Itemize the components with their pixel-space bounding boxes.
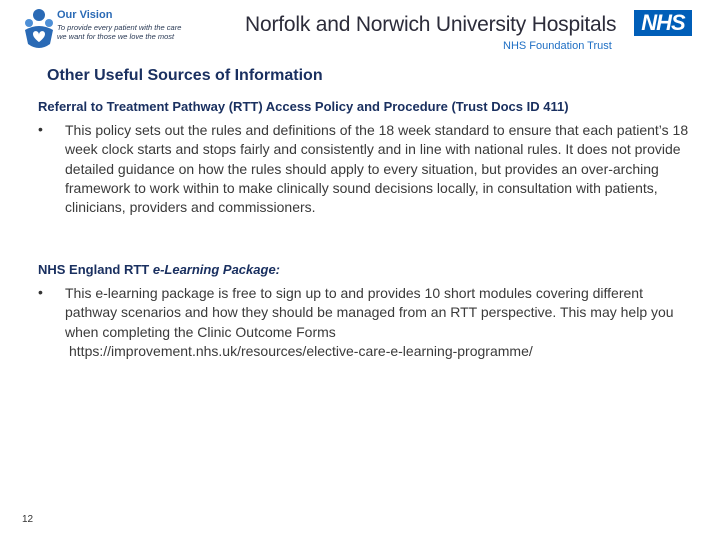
elearning-link[interactable]: https://improvement.nhs.uk/resources/elective-care-e-learning-programme/ <box>69 342 533 359</box>
vision-title: Our Vision <box>57 9 113 21</box>
elearning-text: This e-learning package is free to sign up to and provides 10 short modules covering different pathway scenarios and how they should be managed from an RTT perspective. This may help you when completing the Clinic Outcome Forms <box>65 285 674 340</box>
people-heart-icon <box>22 8 56 52</box>
page-title: Other Useful Sources of Information <box>47 67 323 84</box>
page-number: 12 <box>22 514 34 525</box>
trust-name: NHS Foundation Trust <box>503 40 612 52</box>
bullet-marker: • <box>38 121 43 137</box>
hospital-name: Norfolk and Norwich University Hospitals <box>245 13 617 36</box>
nhs-logo: NHS <box>634 10 692 36</box>
vision-statement: To provide every patient with the care we want for those we love the most <box>57 23 182 41</box>
heading-italic-text: e-Learning Package: <box>152 262 280 277</box>
bullet-marker: • <box>38 284 43 300</box>
section-heading-elearning <box>38 262 280 277</box>
elearning-description <box>65 284 690 361</box>
heading-text: NHS England RTT <box>38 262 153 277</box>
rtt-policy-description: This policy sets out the rules and definitions of the 18 week standard to ensure that each patient’s 18 week clock starts and stops fairly and consistently and in line with national rules. It does not provide detailed guidance on how the rules should apply to every situation, but provides an over-arching framework to work within to make clinically sound decisions locally, in consultation with patients, clinicians, providers and commissioners. <box>65 122 689 216</box>
section-heading-rtt-policy: Referral to Treatment Pathway (RTT) Access Policy and Procedure (Trust Docs ID 411) <box>38 99 569 114</box>
